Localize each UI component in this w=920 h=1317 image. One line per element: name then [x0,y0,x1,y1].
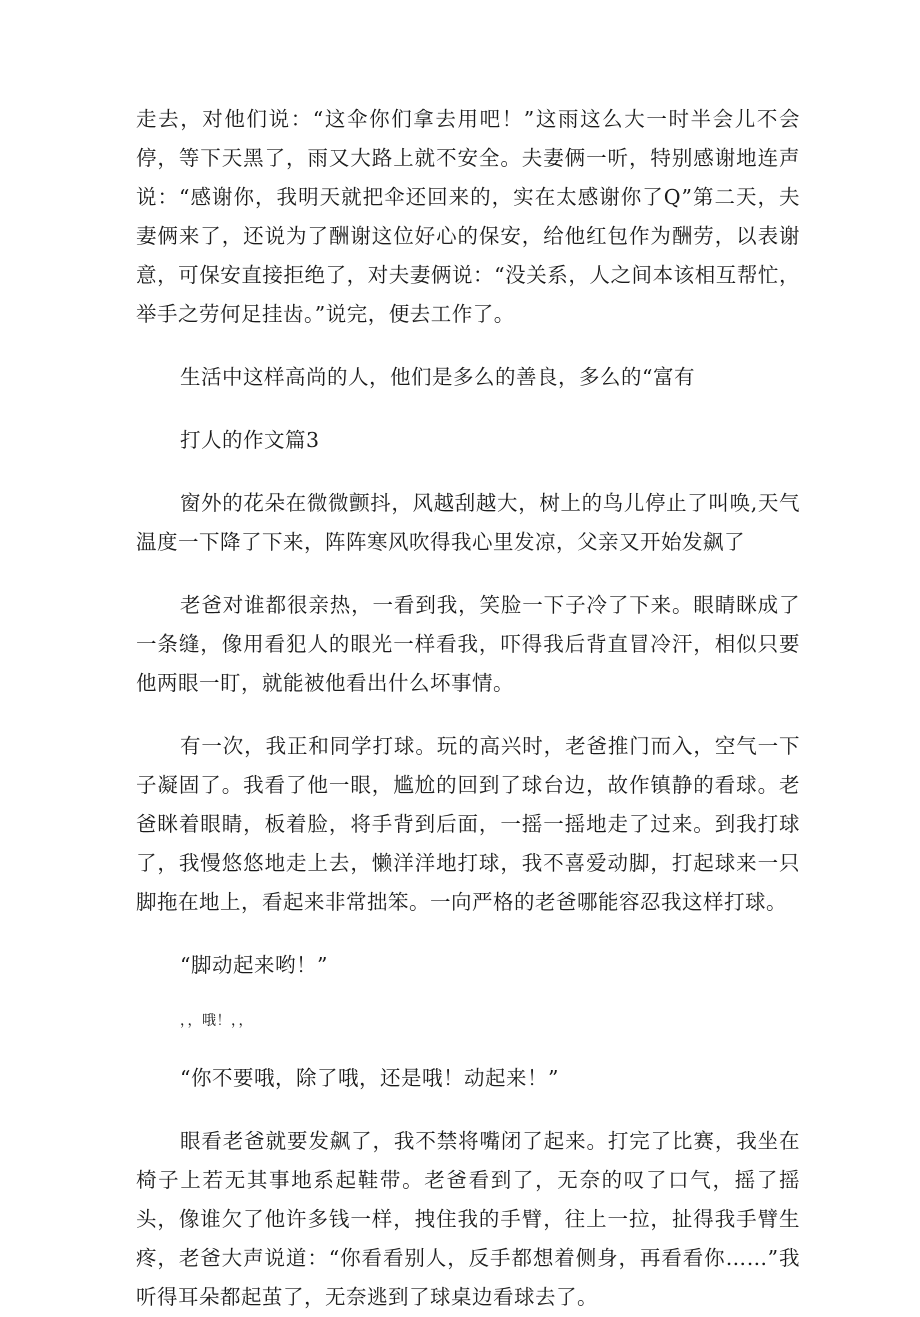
paragraph-umbrella-story: 走去，对他们说：“这伞你们拿去用吧！”这雨这么大一时半会儿不会停，等下天黑了，雨又大路上就不安全。夫妻俩一听，特别感谢地连声说：“感谢你，我明天就把伞还回来的，实在太感谢你了Q”第二天，夫妻俩来了，还说为了酬谢这位好心的保安，给他红包作为酬劳，以表谢意，可保安直接拒绝了，对夫妻俩说：“没关系，人之间本该相互帮忙，举手之劳何足挂齿。”说完，便去工作了。 [136,107,800,326]
dialogue-dont-say-oh: “你不要哦，除了哦，还是哦！动起来！” [180,1066,559,1090]
dialogue-oh: ，，哦！，， [180,1013,253,1029]
paragraph-after-match: 眼看老爸就要发飙了，我不禁将嘴闭了起来。打完了比赛，我坐在椅子上若无其事地系起鞋带。老爸看到了，无奈的叹了口气，摇了摇头，像谁欠了他许多钱一样，拽住我的手臂，往上一拉，扯得我手臂生疼，老爸大声说道：“你看看别人，反手都想着侧身，再看看你……”我听得耳朵都起茧了，无奈逃到了球桌边看球去了。 [136,1129,800,1309]
dialogue-move-feet: “脚动起来哟！” [180,953,328,977]
section-heading: 打人的作文篇3 [180,428,320,452]
paragraph-noble-people: 生活中这样高尚的人，他们是多么的善良，多么的“富有 [180,365,695,389]
paragraph-father-face: 老爸对谁都很亲热，一看到我，笑脸一下子冷了下来。眼睛眯成了一条缝，像用看犯人的眼光一样看我，吓得我后背直冒冷汗，相似只要他两眼一盯，就能被他看出什么坏事情。 [136,593,800,695]
paragraph-weather: 窗外的花朵在微微颤抖，风越刮越大，树上的鸟儿停止了叫唤,天气温度一下降了下来，阵阵寒风吹得我心里发凉，父亲又开始发飙了 [136,491,800,554]
paragraph-playing-ball: 有一次，我正和同学打球。玩的高兴时，老爸推门而入，空气一下子凝固了。我看了他一眼，尴尬的回到了球台边，故作镇静的看球。老爸眯着眼睛，板着脸，将手背到后面，一摇一摇地走了过来。到我打球了，我慢悠悠地走上去，懒洋洋地打球，我不喜爱动脚，打起球来一只脚拖在地上，看起来非常拙笨。一向严格的老爸哪能容忍我这样打球。 [136,734,800,914]
